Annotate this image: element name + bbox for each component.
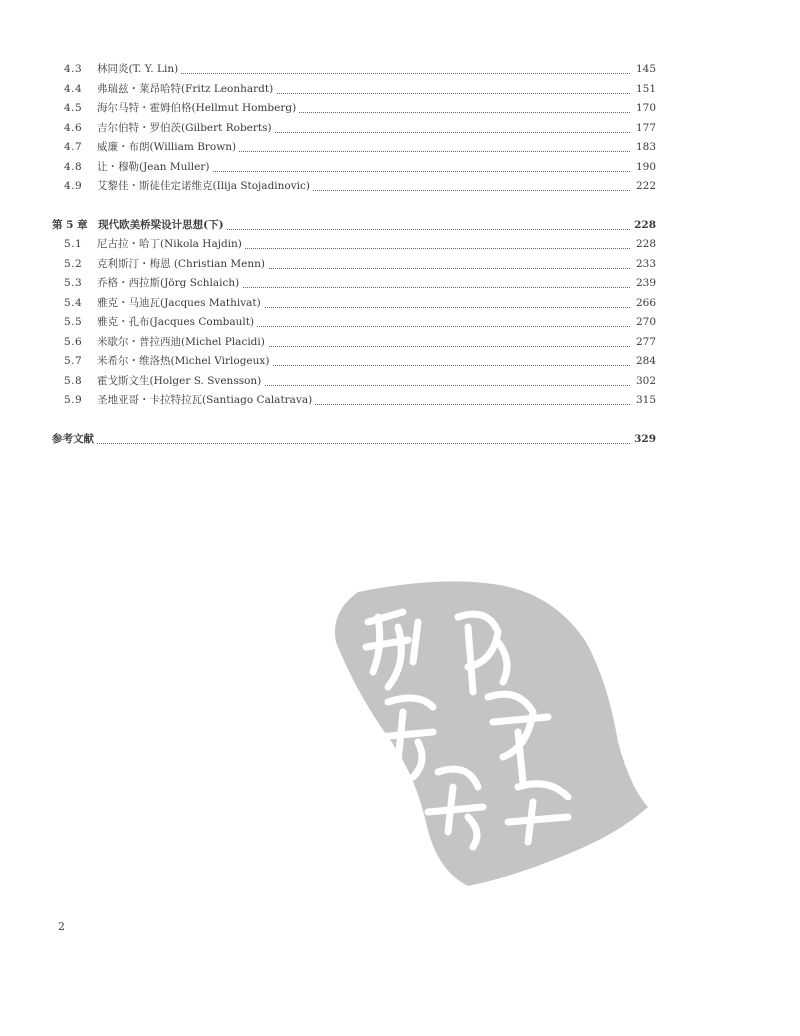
dot-leader [52, 443, 630, 444]
section-page: 145 [632, 60, 656, 80]
section-title: 威廉・布朗(William Brown) [97, 138, 239, 158]
section-page: 183 [632, 138, 656, 158]
toc-entry[interactable] [52, 255, 656, 275]
references-page: 329 [630, 430, 656, 450]
section-number: 4.3 [64, 63, 83, 75]
section-title: 弗瑞兹・莱昂哈特(Fritz Leonhardt) [97, 80, 276, 100]
section-number: 4.5 [64, 102, 83, 114]
chapter-title: 第 5 章 现代欧美桥梁设计思想(下) [52, 216, 227, 236]
section-page: 266 [632, 294, 656, 314]
section-page: 315 [632, 391, 656, 411]
toc-entry[interactable] [52, 294, 656, 314]
section-page: 302 [632, 372, 656, 392]
toc-entry[interactable] [52, 235, 656, 255]
section-title: 吉尔伯特・罗伯茨(Gilbert Roberts) [97, 119, 275, 139]
section-page: 284 [632, 352, 656, 372]
section-page: 190 [632, 158, 656, 178]
section-page: 228 [632, 235, 656, 255]
section-number: 5.5 [64, 316, 83, 328]
toc-entry[interactable] [52, 80, 656, 100]
section-number: 5.3 [64, 277, 83, 289]
toc-entry[interactable] [52, 177, 656, 197]
section-title: 雅克・马迪瓦(Jacques Mathivat) [97, 294, 264, 314]
section-title: 尼古拉・哈丁(Nikola Hajdin) [97, 235, 245, 255]
toc-entry[interactable] [52, 333, 656, 353]
library-seal-stamp [318, 572, 650, 890]
section-page: 239 [632, 274, 656, 294]
section-number: 5.8 [64, 374, 83, 387]
chapter-page: 228 [630, 216, 656, 236]
section-title: 克利斯汀・梅恩 (Christian Menn) [97, 255, 268, 275]
references-title: 参考文献 [52, 430, 97, 450]
section-title: 米希尔・维洛热(Michel Virlogeux) [97, 352, 272, 372]
chapter-5-entry[interactable] [52, 216, 656, 236]
section-number: 4.7 [64, 141, 83, 153]
section-title: 米歇尔・普拉西迪(Michel Placidi) [97, 333, 268, 353]
toc-entry[interactable] [52, 158, 656, 178]
section-title: 艾黎佳・斯徒佳定诺维克(Ilija Stojadinovic) [97, 177, 313, 197]
section-title: 林同炎(T. Y. Lin) [97, 60, 181, 80]
section-title: 让・穆勒(Jean Muller) [97, 158, 212, 178]
section-title: 霍戈斯文生(Holger S. Svensson) [97, 372, 264, 392]
section-title: 海尔马特・霍姆伯格(Hellmut Homberg) [97, 99, 299, 119]
section-number: 4.8 [64, 160, 83, 173]
section-number: 4.4 [64, 82, 83, 95]
section-number: 5.4 [64, 296, 83, 309]
section-page: 170 [632, 99, 656, 119]
section-number: 5.7 [64, 355, 83, 367]
section-number: 5.9 [64, 394, 83, 406]
section-page: 151 [632, 80, 656, 100]
references-entry[interactable] [52, 430, 656, 450]
toc-entry[interactable] [52, 274, 656, 294]
section-page: 222 [632, 177, 656, 197]
page-number: 2 [58, 920, 65, 933]
section-number: 5.1 [64, 238, 83, 250]
toc-entry[interactable] [52, 60, 656, 80]
toc-entry[interactable] [52, 99, 656, 119]
section-page: 233 [632, 255, 656, 275]
section-number: 5.6 [64, 335, 83, 348]
chapter-5-sections [52, 235, 656, 411]
section-title: 雅克・孔布(Jacques Combault) [97, 313, 257, 333]
toc-entry[interactable] [52, 138, 656, 158]
toc-entry[interactable] [52, 391, 656, 411]
section-page: 177 [632, 119, 656, 139]
toc-entry[interactable] [52, 352, 656, 372]
toc-entry[interactable] [52, 372, 656, 392]
section-number: 5.2 [64, 257, 83, 270]
section-number: 4.9 [64, 180, 83, 192]
section-number: 4.6 [64, 121, 83, 134]
section-page: 277 [632, 333, 656, 353]
toc-entry[interactable] [52, 313, 656, 333]
section-title: 圣地亚哥・卡拉特拉瓦(Santiago Calatrava) [97, 391, 315, 411]
table-of-contents [52, 60, 656, 449]
chapter-4-sections [52, 60, 656, 197]
toc-entry[interactable] [52, 119, 656, 139]
section-page: 270 [632, 313, 656, 333]
section-title: 乔格・西拉斯(Jörg Schlaich) [97, 274, 242, 294]
